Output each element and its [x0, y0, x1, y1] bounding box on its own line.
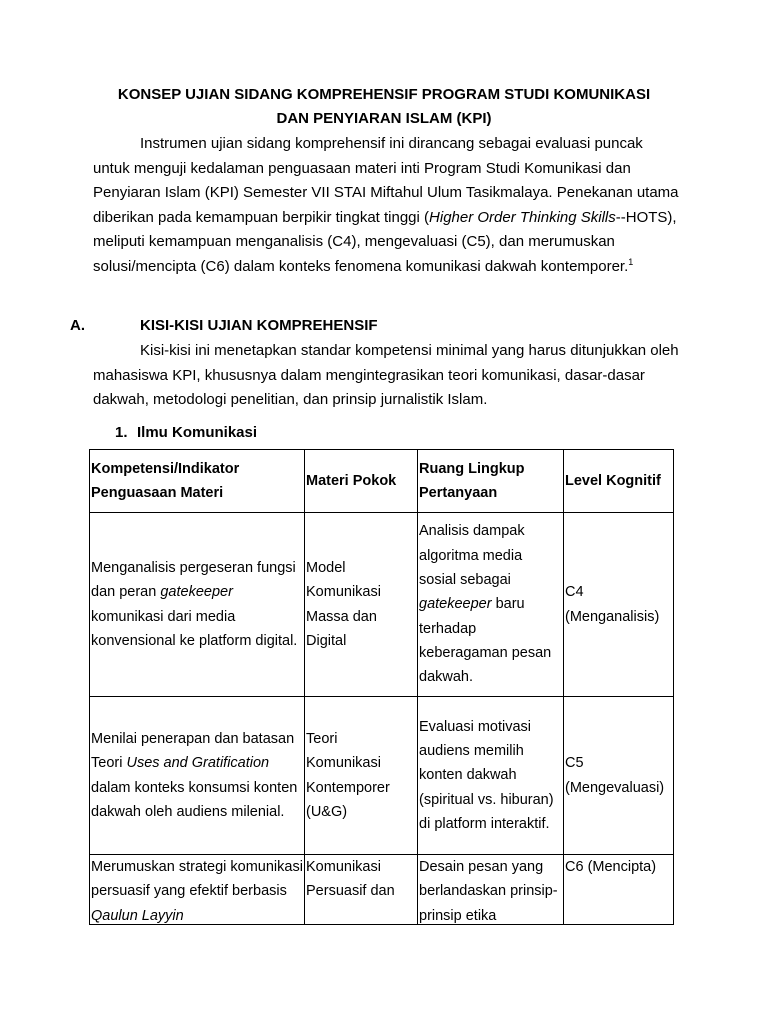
cell-text: Analisis dampak algoritma media sosial sebagai [419, 523, 525, 589]
document-title-line-1: KONSEP UJIAN SIDANG KOMPREHENSIF PROGRAM STUDI KOMUNIKASI [117, 86, 651, 103]
cell-competency [90, 697, 305, 855]
header-level: Level Kognitif [564, 450, 674, 513]
footnote-reference[interactable]: 1 [628, 256, 634, 267]
cell-text: Komunikasi Persuasif dan [306, 859, 395, 900]
section-a-paragraph [93, 339, 683, 413]
cell-text: Menilai penerapan dan batasan Teori [91, 730, 295, 772]
subsection-1-heading [115, 421, 257, 445]
cell-scope [418, 855, 564, 925]
cell-italic-term: gatekeeper [419, 596, 492, 613]
cell-material: Model Komunikasi Massa dan Digital [305, 513, 418, 697]
intro-text-start: Instrumen ujian sidang komprehensif ini dirancang sebagai evaluasi puncak untuk menguji kedalaman penguasaan materi inti Program Studi Komunikasi dan Penyiaran Islam (KPI) Semester VII STAI Miftahul Ulum Tasikmalaya. Penekanan utama diberikan pada kemampuan berpikir tingkat tinggi ( [93, 135, 679, 226]
cell-text: komunikasi dari media konvensional ke platform digital. [91, 608, 298, 649]
table-row [90, 513, 674, 697]
header-material: Materi Pokok [305, 450, 418, 513]
section-a-title: KISI-KISI UJIAN KOMPREHENSIF [140, 317, 378, 334]
cell-competency [90, 513, 305, 697]
cell-text: C6 (Mencipta) [565, 859, 657, 875]
intro-text-end: --HOTS), meliputi kemampuan menganalisis (C4), mengevaluasi (C5), dan merumuskan solusi/mencipta (C6) dalam konteks fenomena komunikasi dakwah kontemporer. [93, 208, 677, 275]
document-title-line-2: DAN PENYIARAN ISLAM (KPI) [276, 110, 492, 127]
section-a-text: Kisi-kisi ini menetapkan standar kompetensi minimal yang harus ditunjukkan oleh mahasiswa KPI, khususnya dalam mengintegrasikan teori komunikasi, dasar-dasar dakwah, metodologi penelitian, dan prinsip jurnalistik Islam. [93, 342, 679, 408]
cell-material: Teori Komunikasi Kontemporer (U&G) [305, 697, 418, 855]
table-header-row [90, 450, 674, 513]
cell-italic-term: gatekeeper [160, 584, 233, 601]
cell-text: baru terhadap keberagaman pesan dakwah. [419, 596, 552, 686]
cell-material [305, 855, 418, 925]
header-scope: Ruang Lingkup Pertanyaan [418, 450, 564, 513]
cell-italic-term: Uses and Gratification [126, 755, 270, 772]
subsection-1-title: Ilmu Komunikasi [137, 424, 258, 441]
cell-text: Menganalisis pergeseran fungsi dan peran [91, 559, 296, 601]
table-row [90, 697, 674, 855]
cell-competency [90, 855, 305, 925]
cell-italic-term: Qaulun Layyin [91, 907, 184, 924]
cell-text: dalam konteks konsumsi konten dakwah oleh audiens milenial. [91, 779, 298, 820]
table-row [90, 855, 674, 925]
cell-text: Merumuskan strategi komunikasi persuasif yang efektif berbasis [91, 859, 303, 900]
cell-text: Evaluasi motivasi audiens memilih konten dakwah (spiritual vs. hiburan) di platform interaktif. [419, 718, 554, 832]
intro-paragraph [93, 132, 683, 279]
cell-level [564, 855, 674, 925]
cell-level: C5 (Mengevaluasi) [564, 697, 674, 855]
cell-level: C4 (Menganalisis) [564, 513, 674, 697]
cell-text: Desain pesan yang berlandaskan prinsip-prinsip etika [419, 859, 558, 924]
competency-table [89, 449, 674, 925]
section-a-letter: A. [70, 317, 85, 334]
header-competency: Kompetensi/Indikator Penguasaan Materi [90, 450, 305, 513]
cell-scope [418, 513, 564, 697]
subsection-1-number: 1. [115, 424, 128, 441]
intro-italic-term: Higher Order Thinking Skills [429, 208, 616, 226]
cell-scope [418, 697, 564, 855]
